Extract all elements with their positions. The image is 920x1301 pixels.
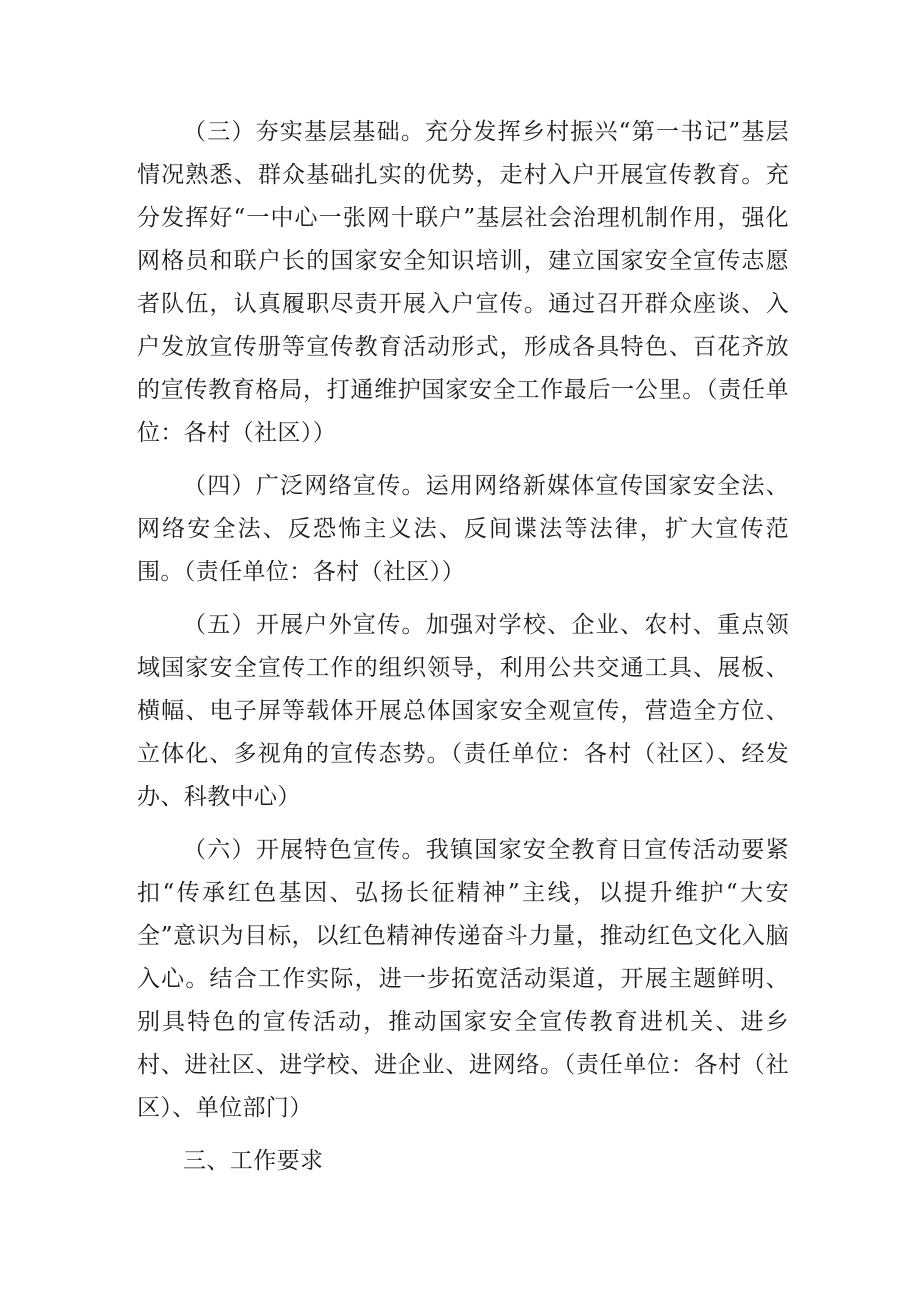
paragraph-online-publicity: （四）广泛网络宣传。运用网络新媒体宣传国家安全法、网络安全法、反恐怖主义法、反间谍法等法律，扩大宣传范围。（责任单位：各村（社区）） xyxy=(137,473,789,585)
paragraph-basic-level: （三）夯实基层基础。充分发挥乡村振兴“第一书记”基层情况熟悉、群众基础扎实的优势，走村入户开展宣传教育。充分发挥好“一中心一张网十联户”基层社会治理机制作用，强化网格员和联户长的国家安全知识培训，建立国家安全宣传志愿者队伍，认真履职尽责开展入户宣传。通过召开群众座谈、入户发放宣传册等宣传教育活动形式，形成各具特色、百花齐放的宣传教育格局，打通维护国家安全工作最后一公里。（责任单位：各村（社区）） xyxy=(137,119,789,446)
document-body xyxy=(137,111,789,1183)
paragraph-outdoor-publicity: （五）开展户外宣传。加强对学校、企业、农村、重点领域国家安全宣传工作的组织领导，利用公共交通工具、展板、横幅、电子屏等载体开展总体国家安全观宣传，营造全方位、立体化、多视角的宣传态势。（责任单位：各村（社区）、经发办、科教中心） xyxy=(137,612,789,810)
paragraph-featured-publicity: （六）开展特色宣传。我镇国家安全教育日宣传活动要紧扣“传承红色基因、弘扬长征精神”主线，以提升维护“大安全”意识为目标，以红色精神传递奋斗力量，推动红色文化入脑入心。结合工作实际，进一步拓宽活动渠道，开展主题鲜明、别具特色的宣传活动，推动国家安全宣传教育进机关、进乡村、进社区、进学校、进企业、进网络。（责任单位：各村（社区）、单位部门） xyxy=(137,837,789,1121)
section-heading-work-requirements: 三、工作要求 xyxy=(183,1148,324,1174)
